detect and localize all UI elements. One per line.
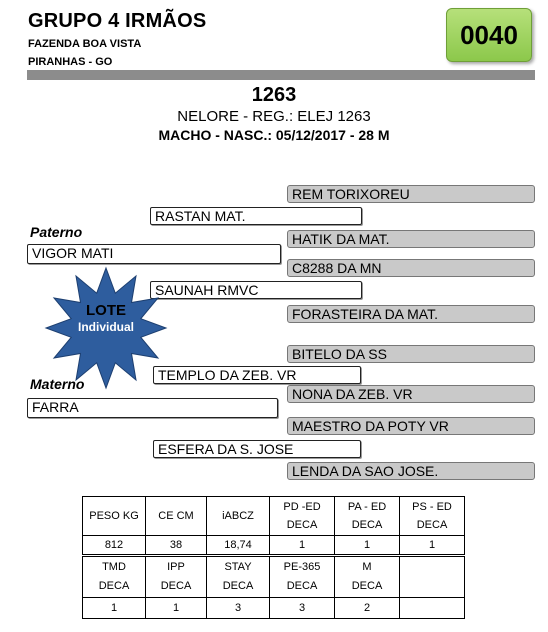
pedigree-sire-sire-sire: REM TORIXOREU <box>287 185 535 203</box>
stats-row2-value-cell <box>400 598 465 619</box>
materno-label: Materno <box>30 376 85 392</box>
pedigree-dam-sire: TEMPLO DA ZEB. VR <box>153 366 361 384</box>
stats-row1-header-cell <box>400 497 465 536</box>
animal-sex-birth: MACHO - NASC.: 05/12/2017 - 28 M <box>158 127 390 143</box>
stats-row1-value-cell: 1 <box>335 536 400 555</box>
stats-row1-header-text: PA - ED <box>347 501 387 513</box>
stats-row2-header-text: DECA <box>286 580 318 592</box>
pedigree-sire-sire-dam: HATIK DA MAT. <box>287 230 535 248</box>
stats-row2-header-text: IPP <box>167 561 185 573</box>
pedigree-dam-sire-sire: BITELO DA SS <box>287 345 535 363</box>
lot-number-badge: 0040 <box>446 8 532 62</box>
badge-line-2: Individual <box>77 320 134 334</box>
stats-row2-header-text: DECA <box>222 580 254 592</box>
stats-row2-value-cell: 3 <box>270 598 335 619</box>
stats-row2-header-cell <box>83 557 146 598</box>
animal-id: 1263 <box>251 84 297 106</box>
stats-row1-header-cell <box>83 497 146 536</box>
stats-row2-header-text: DECA <box>351 580 383 592</box>
stats-row2-header-cell <box>207 557 270 598</box>
pedigree-sire-dam-sire: C8288 DA MN <box>287 259 535 277</box>
animal-breed-registration: NELORE - REG.: ELEJ 1263 <box>177 108 371 125</box>
pedigree-dam: FARRA <box>27 398 278 418</box>
stats-row2-header-text: M <box>362 561 372 573</box>
stats-row1-header-text: PESO KG <box>89 510 139 522</box>
pedigree-dam-dam-dam: LENDA DA SAO JOSE. <box>287 462 535 480</box>
stats-row1-value-cell: 1 <box>270 536 335 555</box>
stats-row2-value-cell: 1 <box>83 598 146 619</box>
stats-row1-value-cell: 18,74 <box>207 536 270 555</box>
stats-row2-header-text: DECA <box>98 580 130 592</box>
farm-name: GRUPO 4 IRMÃOS <box>28 10 207 32</box>
pedigree-sire: VIGOR MATI <box>27 244 281 264</box>
stats-row2-value-cell: 2 <box>335 598 400 619</box>
stats-row1-header-text: iABCZ <box>222 510 254 522</box>
stats-row1-header-text: PD -ED <box>283 501 321 513</box>
pedigree-dam-dam: ESFERA DA S. JOSE <box>153 440 361 458</box>
stats-row1-value-cell: 812 <box>83 536 146 555</box>
stats-row1-value-cell: 38 <box>146 536 207 555</box>
header-divider <box>27 70 535 80</box>
stats-row1-header-text: DECA <box>286 519 318 531</box>
stats-row1-header-cell <box>207 497 270 536</box>
stats-row2-header-cell <box>335 557 400 598</box>
stats-row2-header-text: DECA <box>160 580 192 592</box>
stats-row1-header-text: CE CM <box>158 510 194 522</box>
farm-city: PIRANHAS - GO <box>28 56 113 68</box>
pedigree-sire-dam-dam: FORASTEIRA DA MAT. <box>287 305 535 323</box>
stats-row2-header-cell <box>146 557 207 598</box>
pedigree-sire-dam: SAUNAH RMVC <box>150 281 362 299</box>
farm-location: FAZENDA BOA VISTA <box>28 38 142 50</box>
stats-row1-header-text: DECA <box>416 519 448 531</box>
lote-individual-badge <box>44 266 168 390</box>
stats-row2-header-text: PE-365 <box>283 561 321 573</box>
paterno-label: Paterno <box>30 224 83 240</box>
badge-line-1: LOTE <box>86 302 126 319</box>
stats-row1-header-cell <box>146 497 207 536</box>
stats-row2-value-cell: 1 <box>146 598 207 619</box>
pedigree-dam-dam-sire: MAESTRO DA POTY VR <box>287 417 535 435</box>
stats-row1-header-cell <box>335 497 400 536</box>
stats-row2-value-cell: 3 <box>207 598 270 619</box>
stats-table-1 <box>82 496 465 555</box>
stats-table-2 <box>82 556 465 619</box>
stats-row2-header-text: TMD <box>102 561 126 573</box>
stats-row1-header-text: DECA <box>351 519 383 531</box>
stats-row1-value-cell: 1 <box>400 536 465 555</box>
stats-row1-header-cell <box>270 497 335 536</box>
stats-row1-header-text: PS - ED <box>412 501 452 513</box>
pedigree-sire-sire: RASTAN MAT. <box>150 207 362 225</box>
pedigree-dam-sire-dam: NONA DA ZEB. VR <box>287 385 535 403</box>
stats-row2-header-cell <box>270 557 335 598</box>
stats-row2-header-cell <box>400 557 465 598</box>
stats-row2-header-text: STAY <box>224 561 252 573</box>
